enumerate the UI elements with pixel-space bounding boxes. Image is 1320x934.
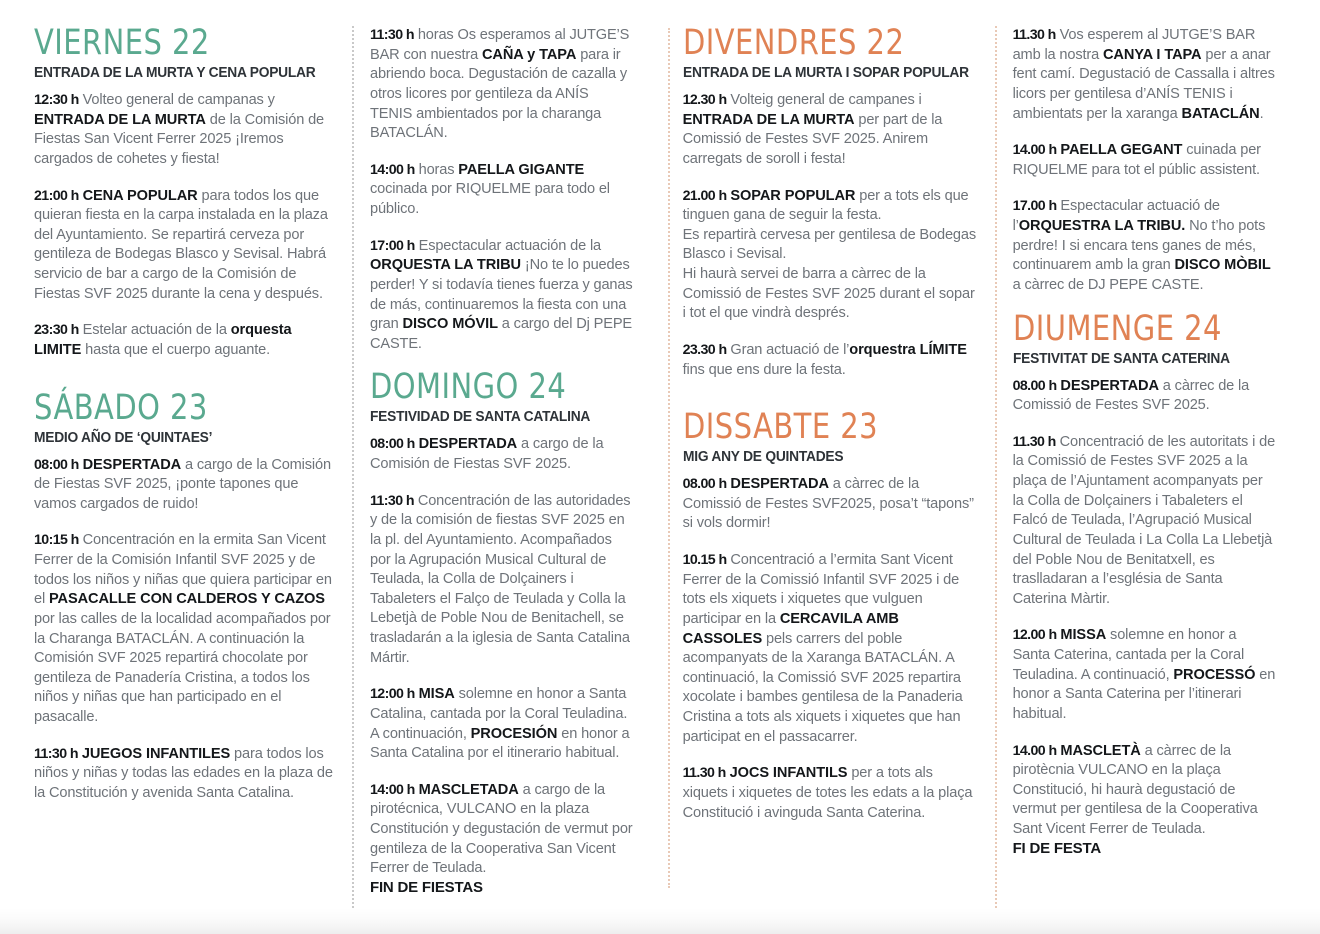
language-divider [655,26,682,908]
event-item: 08.00 h DESPERTADA a càrrec de la Comissió de Festes SVF 2025. [1012,377,1250,414]
day-heading-diumenge-24 [1012,308,1277,367]
event-item: 10.15 h Concentració a l’ermita Sant Vicent Ferrer de la Comissió Infantil SVF 2025 i de tots els xiquets i xiquetes que vulguen participar en la CERCAVILA AMB CASSOLES pels carrers del poble acompanyats de la Xaranga BATACLÁN. A continuació, la Comissió SVF 2025 repartira xocolate i bambes gentilesa de la Panaderia Cristina a tots als xiquets i xiquetes que han participat en el passacarrer. [682,552,963,745]
event-item: 12:00 h MISA solemne en honor a Santa Catalina, cantada por la Coral Teuladina. A continuación, PROCESIÓN en honor a Santa Catalina por el itinerario habitual. [370,686,630,762]
column-divider [352,26,354,908]
event-item: 12.30 h Volteig general de campanes i ENTRADA DE LA MURTA per part de la Comissió de Festes SVF 2025. Anirem carregats de soroll i festa! [682,92,943,167]
day-title: DIVENDRES 22 [682,23,904,63]
day-heading-viernes-22 [34,23,334,81]
event-item: 12:30 h Volteo general de campanas y ENTRADA DE LA MURTA de la Comisión de Fiestas San Vicent Ferrer 2025 ¡Iremos cargados de cohetes y fiesta! [34,92,325,167]
language-section-spanish [34,23,655,908]
day-subtitle: MEDIO AÑO DE ‘QUINTAES’ [34,429,213,446]
event-list-domingo-24 [370,435,634,879]
day-subtitle: FESTIVITAT DE SANTA CATERINA [1012,350,1230,367]
event-item: 10:15 h Concentración en la ermita San Vicent Ferrer de la Comisión Infantil SVF 2025 y de todos los niños y niñas que quiera participar en el PASACALLE CON CALDEROS Y CAZOS por las calles de la localidad acompañados por la Charanga BATACLÁN. A continuación la Comisión SVF 2025 repartirá chocolate por gentileza de Panadería Cristina, a todos los niños y niñas que han participado en el pasacalle. [34,532,332,725]
event-item: 11.30 h Concentració de les autoritats i de la Comissió de Festes SVF 2025 a la plaça de l’Ajuntament acompanyats per la Colla de Dolçainers i Tabaleters el Falcó de Teulada, l’Agrupació Musical Cultural de Teulada i La Colla La Llebetjà del Poble Nou de Benitatxell, es traslladaran a l’església de Santa Caterina Màrtir. [1012,433,1276,607]
event-list-diumenge-24 [1013,377,1277,840]
closing-note: FI DE FESTA [1012,839,1101,857]
event-list-sabado-23 [34,456,334,804]
event-list-dissabte-23 [683,475,977,823]
event-item: 11.30 h Vos esperem al JUTGE’S BAR amb la nostra CANYA I TAPA per a anar fent camí. Degustació de Cassalla i altres licors per gentilesa d’ANÍS TENIS i ambientats per la xaranga BATACLÁN. [1012,27,1275,122]
event-item: 14.00 h MASCLETÀ a càrrec de la pirotècnia VULCANO en la plaça Constitució, hi haurà degustació de vermut per gentilesa de la Cooperativa Sant Vicent Ferrer de Teulada. [1012,742,1258,837]
event-item: 11.30 h JOCS INFANTILS per a tots als xiquets i xiquetes de totes les edats a la plaça Constitució i avinguda Santa Caterina. [682,765,973,821]
day-subtitle: MIG ANY DE QUINTADES [682,449,843,466]
event-list-viernes-22 [34,91,334,361]
day-subtitle: ENTRADA DE LA MURTA Y CENA POPULAR [34,65,316,81]
event-item: 11:30 h Concentración de las autoridades y de la comisión de fiestas SVF 2025 en la pl. del Ayuntamiento. Acompañados por la Agrupación Musical Cultural de Teulada, la Colla de Dolçainers i Tabaleters el Falço de Teulada y Colla la Lebetjà de Poble Nou de Benitachell, se trasladarán a la iglesia de Santa Catalina Mártir. [370,492,631,666]
column-va-2 [995,26,1295,908]
column-es-2 [352,26,652,908]
event-item: 14:00 h MASCLETADA a cargo de la pirotécnica, VULCANO en la plaza Constitución y degustación de vermut por gentileza de la Cooperativa San Vicent Ferrer de Teulada. [370,781,633,877]
day-heading-domingo-24 [370,367,634,426]
column-divider [995,26,997,908]
day-subtitle: FESTIVIDAD DE SANTA CATALINA [370,409,591,426]
event-item: 14.00 h PAELLA GEGANT cuinada per RIQUELME para tot el públic assistent. [1012,142,1261,178]
event-item: 23.30 h Gran actuació de l’orquestra LÍMITE fins que ens dure la festa. [682,341,967,378]
event-item: 08.00 h DESPERTADA a càrrec de la Comissió de Festes SVF2025, posa’t “tapons” si vols dormir! [682,476,974,532]
day-title: SÁBADO 23 [34,387,208,428]
day-title: DOMINGO 24 [370,367,567,408]
event-item: 11:30 h horas Os esperamos al JUTGE’S BAR con nuestra CAÑA y TAPA para ir abriendo boca. Degustación de cazalla y otros licores por gentileza da ANÍS TENIS ambientados por la charanga BATACLÁN. [370,27,630,142]
event-item: 14:00 h horas PAELLA GIGANTE cocinada por RIQUELME para todo el público. [370,161,610,217]
event-item: 17.00 h Espectacular actuació de l’ORQUESTRA LA TRIBU. No t’ho pots perdre! I si encara tens ganes de més, continuarem amb la gran DISCO MÒBIL a càrrec de DJ PEPE CASTE. [1012,198,1271,293]
event-item: 23:30 h Estelar actuación de la orquesta LIMITE hasta que el cuerpo aguante. [34,322,292,358]
section-spacer [34,361,334,391]
language-divider-rule [668,28,670,888]
day-title: VIERNES 22 [34,23,210,63]
event-list-viernes-22-continued [370,26,634,354]
event-item: 17:00 h Espectacular actuación de la ORQUESTA LA TRIBU ¡No te lo puedes perder! Y si todavía tienes fuerza y ganas de más, continuaremos la fiesta con una gran DISCO MÓVIL a cargo del Dj PEPE CASTE. [370,237,633,352]
event-item: 21:00 h CENA POPULAR para todos los que quieran fiesta en la carpa instalada en la plaza del Ayuntamiento. Se repartirá cerveza por gentileza de Bodegas Blasco y Sevisal. Habrá servicio de bar a cargo de la Comisión de Fiestas SVF 2025 durante la cena y después. [34,187,328,302]
event-item: 08:00 h DESPERTADA a cargo de la Comisión de Fiestas SVF 2025, ¡ponte tapones que vamos cargados de ruido! [34,456,331,512]
day-subtitle: ENTRADA DE LA MURTA I SOPAR POPULAR [682,65,969,81]
language-section-valencian [682,23,1298,908]
column-es-1 [34,23,352,908]
event-item: 08:00 h DESPERTADA a cargo de la Comisión de Fiestas SVF 2025. [370,436,604,472]
day-heading-divendres-22 [682,23,977,81]
day-heading-dissabte-23 [682,407,977,466]
event-item: 21.00 h SOPAR POPULAR per a tots els que tinguen gana de seguir la festa. Es repartirà cervesa per gentilesa de Bodegas Blasco i Sevisal. Hi haurà servei de barra a càrrec de la Comissió de Festes SVF 2025 durant el sopar i tot el que vindrà després. [682,187,976,322]
day-heading-sabado-23 [34,387,334,446]
column-va-1 [682,23,995,908]
day-title: DISSABTE 23 [682,407,878,448]
closing-note: FIN DE FIESTAS [370,878,483,896]
event-item: 12.00 h MISSA solemne en honor a Santa Caterina, cantada per la Coral Teuladina. A continuació, PROCESSÓ en honor a Santa Caterina per l’itinerari habitual. [1012,627,1276,722]
page-bottom-edge [0,908,1320,934]
event-list-divendres-22 [683,91,977,380]
day-title: DIUMENGE 24 [1012,308,1222,349]
event-list-divendres-22-continued [1013,26,1277,296]
section-spacer [683,380,977,410]
event-item: 11:30 h JUEGOS INFANTILES para todos los niños y niñas y todas las edades en la plaza de la Constitución y avenida Santa Catalina. [34,745,333,801]
